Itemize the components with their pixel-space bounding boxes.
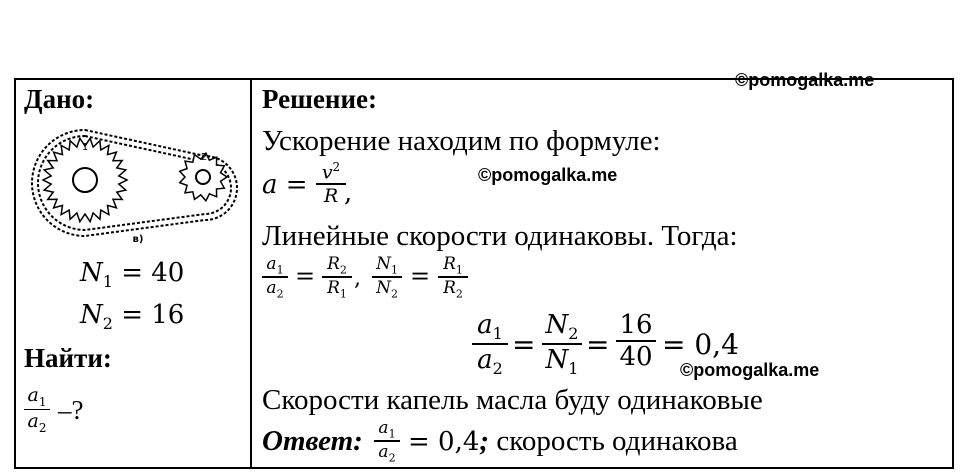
calc-eq-2: = bbox=[586, 328, 610, 361]
gear-1-label: 1 bbox=[81, 142, 89, 153]
calc-n-ratio: $N_2$ $N_1$ bbox=[542, 310, 582, 378]
gear-2-label: 2 bbox=[200, 152, 208, 163]
figure-label: в) bbox=[132, 234, 144, 245]
ratio-comma: , bbox=[354, 266, 361, 291]
watermark-bottom: ©pomogalka.me bbox=[680, 360, 820, 380]
calc-eq-1: = bbox=[512, 328, 536, 361]
eq-2: = bbox=[410, 262, 431, 290]
formula-comma: , bbox=[344, 178, 353, 208]
answer-label: Ответ: bbox=[262, 425, 363, 457]
solution-line-2: Линейные скорости одинаковы. Тогда: bbox=[262, 220, 738, 252]
answer-fraction: $a_1$ $a_2$ bbox=[374, 418, 400, 464]
calc-a-ratio: $a_1$ $a_2$ bbox=[472, 310, 508, 378]
calc-result: = 0,4 bbox=[662, 328, 739, 361]
gear-chain-figure bbox=[30, 118, 240, 248]
formula-fraction: $v^2$ R bbox=[316, 160, 346, 207]
solution-line-3: Скорости капель масла буду одинаковые bbox=[262, 384, 763, 416]
ratio-a: $a_1$ $a_2$ bbox=[262, 254, 288, 300]
given-heading: Дано: bbox=[24, 84, 95, 114]
eq-1: = bbox=[295, 262, 316, 290]
answer-text: = 0,4; скорость одинакова bbox=[408, 425, 738, 457]
calc-number-ratio: 16 40 bbox=[616, 310, 656, 372]
ratio-r2-r1: $R_2$ $R_1$ bbox=[322, 254, 352, 300]
find-fraction: $a_1$ $a_2$ bbox=[24, 384, 50, 435]
ratio-n1-n2: $N_1$ $N_2$ bbox=[372, 254, 402, 300]
given-n2: $N_2 = 16$ bbox=[80, 300, 185, 334]
watermark-middle: ©pomogalka.me bbox=[478, 165, 618, 185]
given-n1: $N_1 = 40$ bbox=[80, 258, 185, 292]
gear-1-axle bbox=[73, 168, 97, 192]
gear-2-axle bbox=[196, 170, 210, 184]
ratio-r1-r2: $R_1$ $R_2$ bbox=[438, 254, 468, 300]
watermark-top: ©pomogalka.me bbox=[735, 70, 875, 90]
formula-lhs: a = bbox=[262, 170, 308, 200]
solution-heading: Решение: bbox=[262, 84, 377, 114]
solution-line-1: Ускорение находим по формуле: bbox=[262, 125, 661, 157]
find-heading: Найти: bbox=[24, 343, 112, 373]
find-question: –? bbox=[58, 395, 84, 425]
column-divider bbox=[250, 78, 252, 469]
